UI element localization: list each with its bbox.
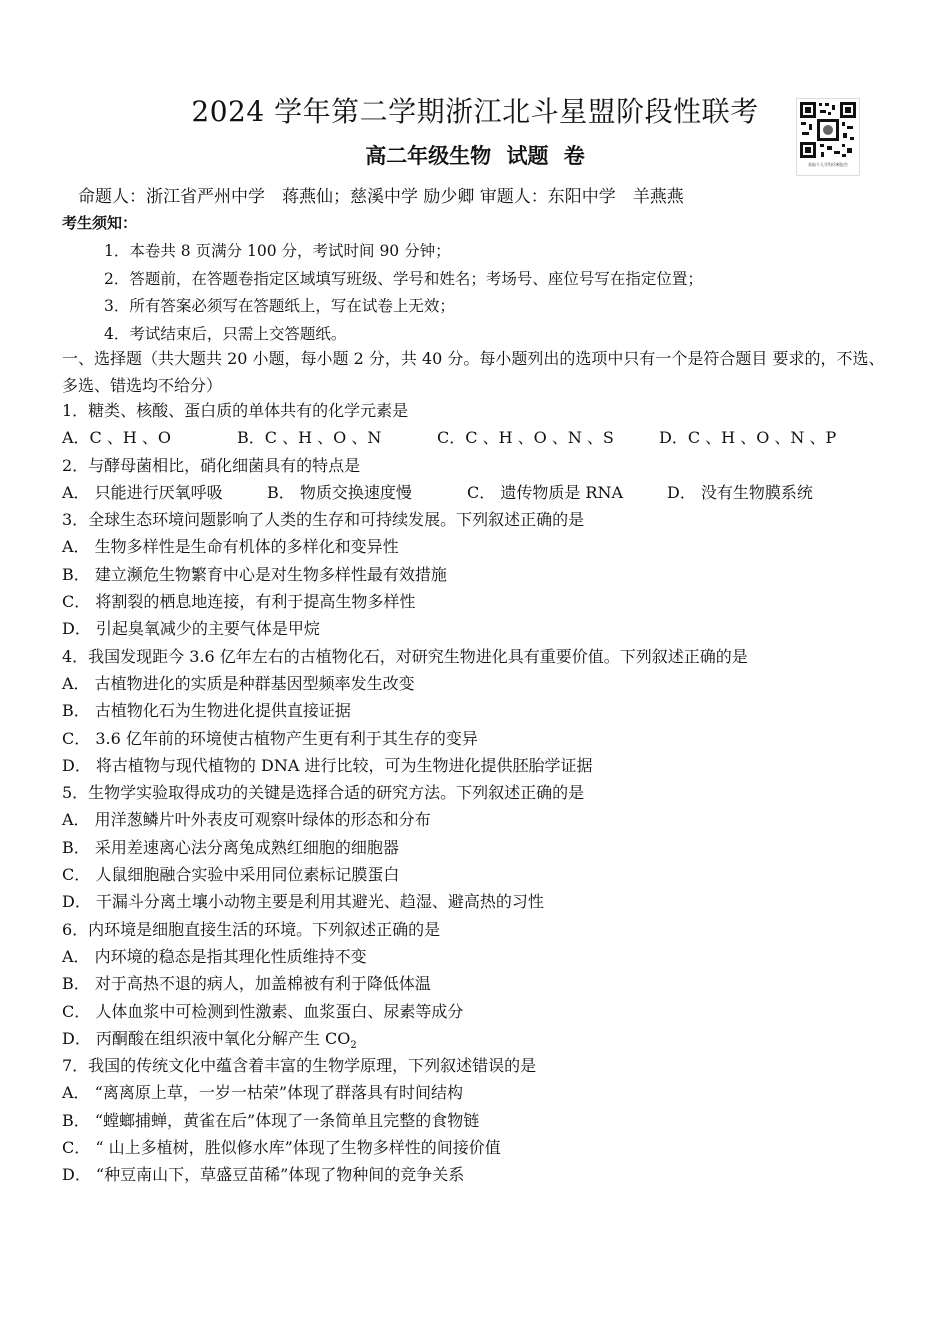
question-stem: 1．糖类、核酸、蛋白质的单体共有的化学元素是	[62, 401, 409, 420]
inline-options	[62, 424, 902, 451]
notice-item: 3．所有答案必须写在答题纸上，写在试卷上无效；	[104, 297, 455, 316]
question-stem: 2．与酵母菌相比，硝化细菌具有的特点是	[62, 455, 361, 475]
option-b: B．C 、H 、O 、N	[237, 428, 382, 448]
option-c: C．C 、H 、O 、N 、S	[437, 428, 614, 448]
option-b: B． 物质交换速度慢	[267, 482, 412, 502]
notice-list	[104, 238, 904, 348]
option-d: D． 引起臭氧减少的主要气体是甲烷	[62, 619, 320, 639]
option-d: D． 没有生物膜系统	[667, 482, 813, 502]
option-c: C． 3.6 亿年前的环境使古植物产生更有利于其生存的变异	[62, 728, 478, 748]
authors-line: 命题人：浙江省严州中学 蒋燕仙；慈溪中学 励少卿 审题人：东阳中学 羊燕燕	[78, 187, 684, 207]
qr-caption: 获取个人学科诊断报告	[808, 162, 848, 167]
option-a: A． 只能进行厌氧呼吸	[62, 482, 223, 502]
option-a: A．C 、H 、O	[62, 428, 172, 448]
option-b: B． 采用差速离心法分离兔成熟红细胞的细胞器	[62, 837, 399, 857]
option-c: C． 遗传物质是 RNA	[467, 482, 624, 502]
question-stem: 4．我国发现距今 3.6 亿年左右的古植物化石，对研究生物进化具有重要价值。下列叙述正确的是	[62, 646, 748, 666]
option-b: B． “螳螂捕蝉，黄雀在后”体现了一条简单且完整的食物链	[62, 1110, 480, 1130]
option-b: B． 建立濒危生物繁育中心是对生物多样性最有效措施	[62, 564, 447, 584]
question-list	[62, 397, 902, 1189]
question-stem: 5．生物学实验取得成功的关键是选择合适的研究方法。下列叙述正确的是	[62, 783, 585, 803]
subscript-2: 2	[350, 1040, 357, 1052]
question-stem: 3．全球生态环境问题影响了人类的生存和可持续发展。下列叙述正确的是	[62, 510, 585, 530]
exam-subtitle: 高二年级生物 试题 卷	[365, 144, 585, 168]
option-b: B． 对于高热不退的病人，加盖棉被有利于降低体温	[62, 974, 431, 994]
option-d: D．C 、H 、O 、N 、P	[659, 428, 837, 448]
option-d-text: D． 丙酮酸在组织液中氧化分解产生 CO	[62, 1028, 351, 1048]
option-b: B． 古植物化石为生物进化提供直接证据	[62, 701, 351, 721]
option-a: A． “离离原上草，一岁一枯荣”体现了群落具有时间结构	[62, 1083, 464, 1103]
option-a: A． 用洋葱鳞片叶外表皮可观察叶绿体的形态和分布	[62, 810, 431, 830]
notice-item: 1．本卷共 8 页满分 100 分，考试时间 90 分钟；	[104, 242, 451, 260]
exam-title: 2024 学年第二学期浙江北斗星盟阶段性联考	[191, 95, 759, 128]
option-d: D． 干漏斗分离土壤小动物主要是利用其避光、趋湿、避高热的习性	[62, 892, 544, 912]
section-heading: 一、选择题（共大题共 20 小题，每小题 2 分，共 40 分。每小题列出的选项中只有一个是符合题目 要求的，不选、多选、错选均不给分）	[62, 349, 885, 395]
option-c: C． 人鼠细胞融合实验中采用同位素标记膜蛋白	[62, 865, 400, 885]
option-a: A． 古植物进化的实质是种群基因型频率发生改变	[62, 673, 415, 693]
notice-title: 考生须知：	[62, 214, 138, 232]
question-stem: 6．内环境是细胞直接生活的环境。下列叙述正确的是	[62, 919, 441, 939]
option-a: A． 生物多样性是生命有机体的多样化和变异性	[62, 537, 399, 557]
option-c: C． 将割裂的栖息地连接，有利于提高生物多样性	[62, 592, 416, 612]
notice-item: 4．考试结束后，只需上交答题纸。	[104, 324, 347, 343]
option-d: D． “种豆南山下，草盛豆苗稀”体现了物种间的竞争关系	[62, 1165, 465, 1185]
option-c: C． 人体血浆中可检测到性激素、血浆蛋白、尿素等成分	[62, 1001, 464, 1021]
option-a: A． 内环境的稳态是指其理化性质维持不变	[62, 946, 367, 966]
question-stem: 7．我国的传统文化中蕴含着丰富的生物学原理，下列叙述错误的是	[62, 1056, 537, 1076]
inline-options	[62, 479, 902, 506]
option-c: C． “ 山上多植树，胜似修水库”体现了生物多样性的间接价值	[62, 1138, 501, 1158]
option-d: D． 将古植物与现代植物的 DNA 进行比较，可为生物进化提供胚胎学证据	[62, 755, 593, 775]
option-d	[62, 1025, 902, 1052]
notice-item: 2．答题前，在答题卷指定区域填写班级、学号和姓名；考场号、座位号写在指定位置；	[104, 269, 703, 288]
